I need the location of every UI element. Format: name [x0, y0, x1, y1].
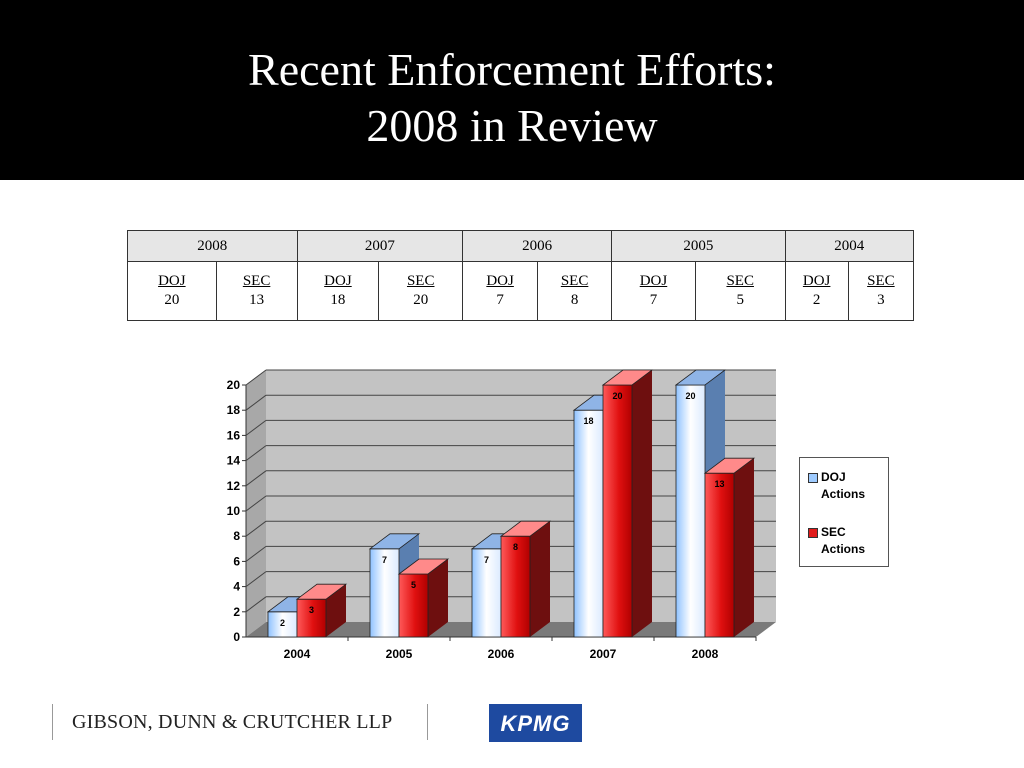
bar: [705, 473, 734, 637]
x-tick-label: 2008: [691, 647, 719, 661]
agency-label: SEC: [242, 273, 271, 289]
y-axis-ticks: [227, 378, 246, 644]
legend-label-doj: DOJ Actions: [821, 470, 866, 501]
x-tick-label: 2004: [283, 647, 311, 661]
cell-value: 5: [736, 292, 744, 308]
data-label: 13: [714, 479, 725, 490]
year-header: 2007: [297, 231, 463, 262]
y-tick-label: 8: [233, 529, 240, 544]
year-header: 2006: [463, 231, 612, 262]
agency-label: DOJ: [324, 273, 352, 289]
footer-divider: [52, 704, 53, 740]
bar-side: [530, 521, 550, 637]
legend-label-sec: SEC Actions: [821, 525, 866, 556]
chart-legend: [799, 457, 889, 567]
cell-value: 8: [570, 292, 579, 308]
cell-value: 20: [413, 292, 429, 308]
data-label: 18: [583, 416, 594, 427]
agency-label: SEC: [406, 273, 435, 289]
data-label: 20: [612, 391, 623, 401]
y-tick-label: 14: [226, 453, 240, 468]
y-tick-label: 2: [233, 604, 240, 619]
y-tick-label: 4: [233, 579, 240, 594]
y-tick-label: 0: [233, 630, 240, 644]
agency-label: SEC: [867, 273, 895, 289]
x-tick-label: 2005: [385, 647, 413, 661]
x-axis-ticks: [284, 637, 756, 661]
cell-value: 13: [249, 292, 265, 308]
cell-value: 3: [877, 292, 885, 308]
bar: [574, 410, 603, 637]
data-label: 20: [685, 391, 696, 401]
y-tick-label: 6: [233, 554, 240, 569]
agency-label: DOJ: [486, 273, 514, 289]
kpmg-logo: KPMG: [489, 704, 582, 742]
year-header: 2004: [785, 231, 913, 262]
year-header: 2008: [128, 231, 298, 262]
y-tick-label: 18: [226, 403, 240, 418]
data-label: 5: [410, 580, 417, 590]
x-tick-label: 2007: [589, 647, 617, 661]
bar-side: [734, 458, 754, 637]
legend-swatch-doj: [808, 473, 818, 483]
bar-side: [632, 370, 652, 637]
year-header: 2005: [612, 231, 785, 262]
bar: [603, 385, 632, 637]
data-label: 2: [279, 617, 286, 628]
agency-label: DOJ: [802, 273, 831, 289]
cell-value: 2: [812, 292, 821, 308]
footer-divider: [427, 704, 428, 740]
cell-value: 7: [496, 292, 504, 308]
title-line-2: 2008 in Review: [366, 100, 658, 151]
firm-logo-text: GIBSON, DUNN & CRUTCHER LLP: [72, 711, 393, 733]
legend-swatch-sec: [808, 528, 818, 538]
bar: [676, 385, 705, 637]
y-tick-label: 10: [226, 504, 240, 518]
data-label: 3: [308, 605, 315, 616]
data-label: 7: [381, 554, 388, 565]
y-tick-label: 16: [226, 428, 240, 443]
agency-label: DOJ: [639, 273, 668, 289]
cell-value: 18: [330, 292, 346, 308]
data-label: 8: [512, 542, 519, 553]
data-label: 7: [483, 554, 490, 565]
agency-label: SEC: [560, 273, 589, 289]
y-tick-label: 12: [226, 478, 240, 493]
agency-label: DOJ: [158, 273, 186, 289]
y-tick-label: 20: [226, 378, 240, 392]
agency-label: SEC: [726, 273, 754, 289]
cell-value: 20: [164, 292, 180, 308]
cell-value: 7: [649, 292, 658, 308]
title-line-1: Recent Enforcement Efforts:: [248, 44, 776, 95]
x-tick-label: 2006: [487, 647, 515, 661]
